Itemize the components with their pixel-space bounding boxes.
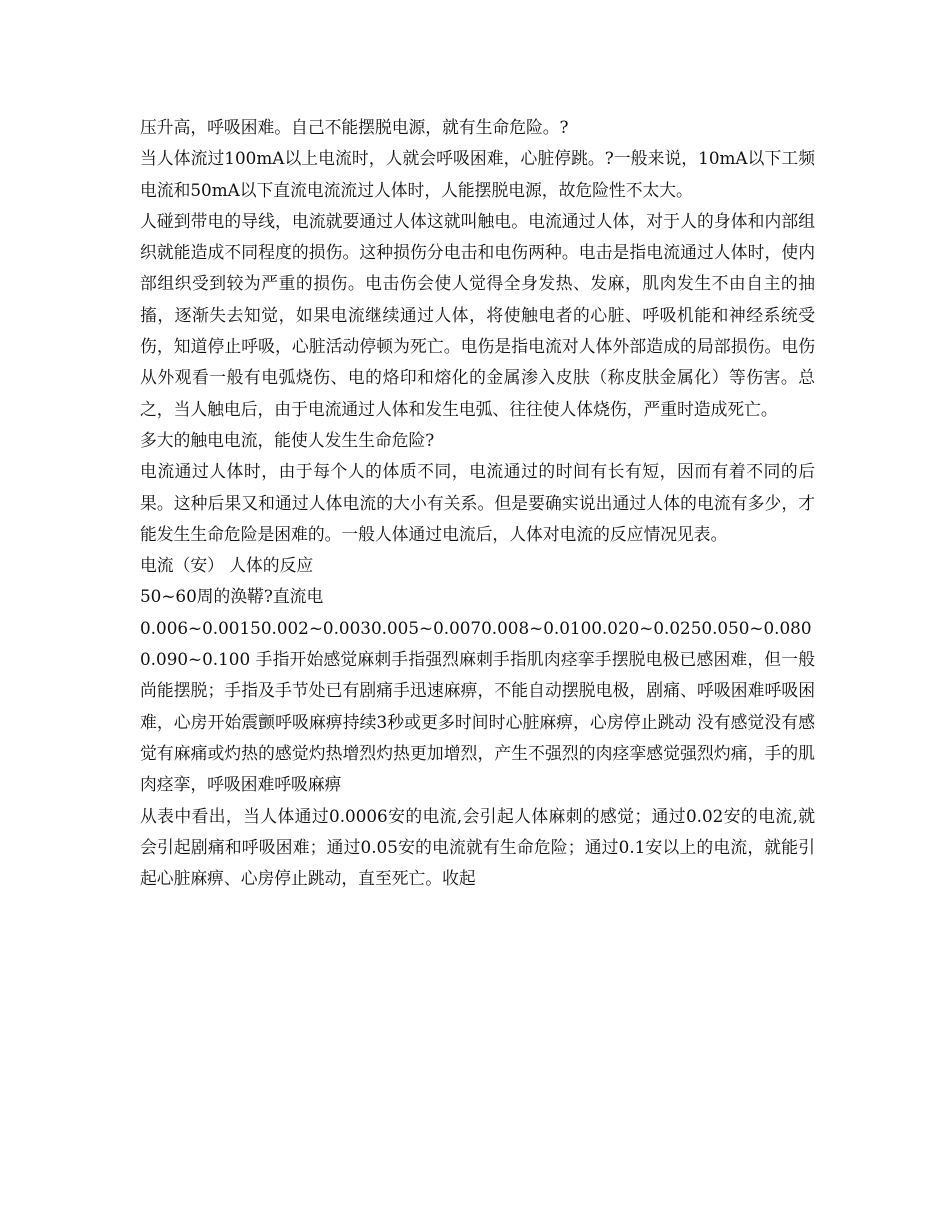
paragraph-electric-shock-explanation: 人碰到带电的导线，电流就要通过人体这就叫触电。电流通过人体，对于人的身体和内部组织就能造成不同程度的损伤。这种损伤分电击和电伤两种。电击是指电流通过人体时，使内部组织受到较为严重的损伤。电击伤会使人觉得全身发热、发麻，肌肉发生不由自主的抽搐，逐渐失去知觉，如果电流继续通过人体，将使触电者的心脏、呼吸机能和神经系统受伤，知道停止呼吸，心脏活动停顿为死亡。电伤是指电流对人体外部造成的局部损伤。电伤从外观看一般有电弧烧伤、电的烙印和熔化的金属渗入皮肤（称皮肤金属化）等伤害。总之，当人触电后，由于电流通过人体和发生电弧、往往使人体烧伤，严重时造成死亡。	[140, 210, 815, 419]
table-header-current: 电流（安） 人体的反应	[140, 555, 314, 576]
paragraph-breathing-difficulty: 压升高，呼吸困难。自己不能摆脱电源，就有生命危险。?	[140, 117, 569, 137]
paragraph-table-conclusion: 从表中看出，当人体通过0.0006安的电流,会引起人体麻刺的感觉；通过0.02安的电流,就会引起剧痛和呼吸困难；通过0.05安的电流就有生命危险；通过0.1安以上的电流，就能引起心脏麻痹、心房停止跳动，直至死亡。收起	[140, 805, 815, 889]
paragraph-question-current-danger: 多大的触电电流，能使人发生生命危险?	[140, 429, 435, 450]
table-flattened-values: 0.006~0.00150.002~0.0030.005~0.0070.008~0.0100.020~0.0250.050~0.0800.090~0.100 手指开始感觉麻刺手指强烈麻刺手指肌肉痉挛手摆脱电极已感困难，但一般尚能摆脱；手指及手节处已有剧痛手迅速麻痹，不能自动摆脱电极，剧痛、呼吸困难呼吸困难，心房开始震颤呼吸麻痹持续3秒或更多时间时心脏麻痹，心房停止跳动 没有感觉没有感觉有麻痛或灼热的感觉灼热增烈灼热更加增烈，产生不强烈的肉痉挛感觉强烈灼痛，手的肌肉痉挛，呼吸困难呼吸麻痹	[140, 617, 815, 795]
paragraph-100ma-current: 当人体流过100mA以上电流时，人就会呼吸困难，心脏停跳。?一般来说，10mA以下工频电流和50mA以下直流电流流过人体时，人能摆脱电源，故危险性不太大。	[140, 148, 815, 200]
document-page	[140, 112, 815, 894]
paragraph-body-reaction-intro: 电流通过人体时，由于每个人的体质不同，电流通过的时间有长有短，因而有着不同的后果。这种后果又和通过人体电流的大小有关系。但是要确实说出通过人体的电流有多少，才能发生生命危险是困难的。一般人体通过电流后，人体对电流的反应情况见表。	[140, 461, 815, 544]
table-subheader-frequency: 50~60周的涣鞯?直流电	[140, 586, 324, 607]
